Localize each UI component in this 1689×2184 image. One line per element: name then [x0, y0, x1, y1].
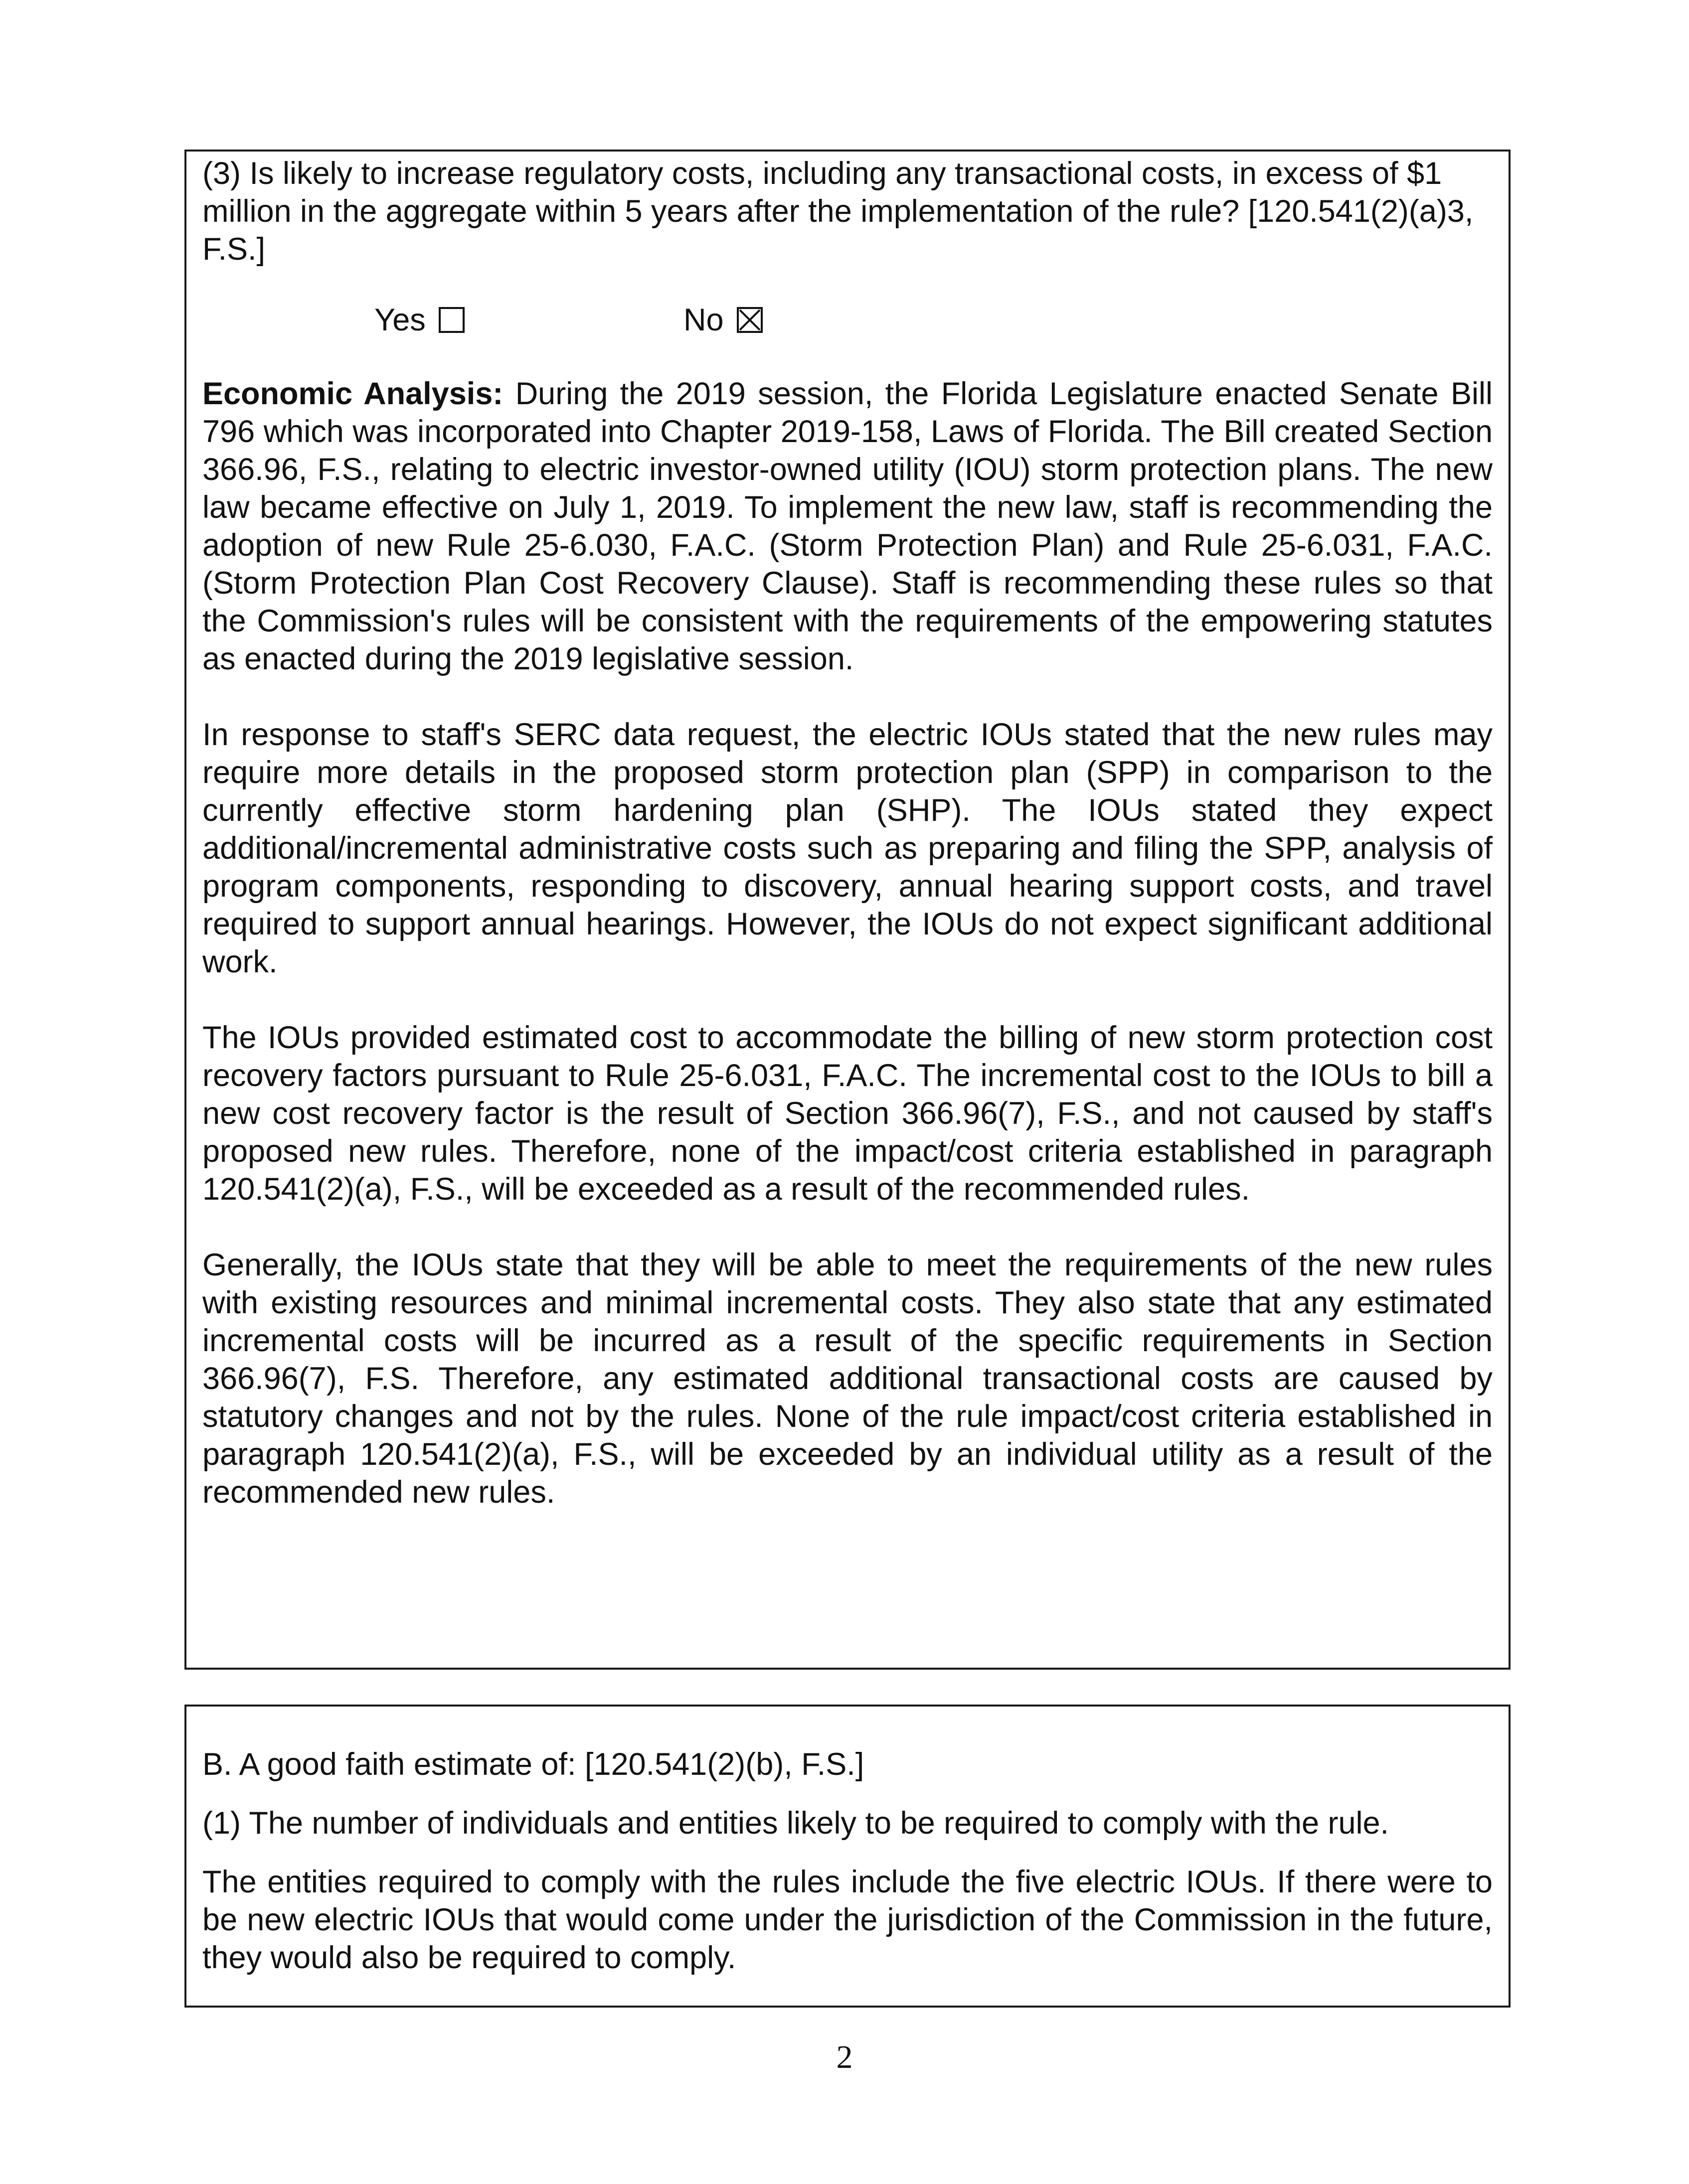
section-a-box [184, 150, 1511, 1670]
section-b-item-1: (1) The number of individuals and entities likely to be required to comply with the rule. [202, 1806, 1389, 1841]
economic-analysis-label: Economic Analysis: [202, 376, 504, 411]
section-b-box [184, 1705, 1511, 2008]
yes-no-options [202, 288, 1493, 344]
economic-analysis-text: During the 2019 session, the Florida Legislature enacted Senate Bill 796 which was incorporated into Chapter 2019-158, Laws of Florida. The Bill created Section 366.96, F.S., relating to electric investor-owned utility (IOU) storm protection plans. The new law became effective on July 1, 2019. To implement the new law, staff is recommending the adoption of new Rule 25-6.030, F.A.C. (Storm Protection Plan) and Rule 25-6.031, F.A.C. (Storm Protection Plan Cost Recovery Clause). Staff is recommending these rules so that the Commission's rules will be consistent with the requirements of the empowering statutes as enacted during the 2019 legislative session. [202, 376, 1493, 676]
question-3: (3) Is likely to increase regulatory costs, including any transactional costs, in excess of $1 million in the aggregate within 5 years after the implementation of the rule? [120.541(2)(a)3, F.S.] [202, 156, 1474, 267]
yes-label: Yes [374, 303, 426, 337]
yes-option[interactable] [374, 302, 465, 338]
yes-checkbox[interactable] [439, 307, 465, 333]
conclusion-paragraph: Generally, the IOUs state that they will be able to meet the requirements of the new rules with existing resources and minimal incremental costs. They also state that any estimated incremental costs will be incurred as a result of the specific requirements in Section 366.96(7), F.S. Therefore, any estimated additional transactional costs are caused by statutory changes and not by the rules. None of the rule impact/cost criteria established in paragraph 120.541(2)(a), F.S., will be exceeded by an individual utility as a result of the recommended new rules. [202, 1248, 1493, 1510]
no-checkbox[interactable] [737, 307, 763, 333]
checked-x-icon [739, 309, 761, 331]
section-b-heading: B. A good faith estimate of: [120.541(2)(b), F.S.] [202, 1747, 864, 1782]
cost-recovery-paragraph: The IOUs provided estimated cost to accommodate the billing of new storm protection cost recovery factors pursuant to Rule 25-6.031, F.A.C. The incremental cost to the IOUs to bill a new cost recovery factor is the result of Section 366.96(7), F.S., and not caused by staff's proposed new rules. Therefore, none of the impact/cost criteria established in paragraph 120.541(2)(a), F.S., will be exceeded as a result of the recommended rules. [202, 1020, 1493, 1207]
data-request-paragraph: In response to staff's SERC data request, the electric IOUs stated that the new rules may require more details in the proposed storm protection plan (SPP) in comparison to the currently effective storm hardening plan (SHP). The IOUs stated they expect additional/incremental administrative costs such as preparing and filing the SPP, analysis of program components, responding to discovery, annual hearing support costs, and travel required to support annual hearings. However, the IOUs do not expect significant additional work. [202, 717, 1493, 979]
no-label: No [683, 303, 724, 337]
section-b-answer-1: The entities required to comply with the rules include the five electric IOUs. If there were to be new electric IOUs that would come under the jurisdiction of the Commission in the future, they would also be required to comply. [202, 1865, 1493, 1975]
economic-analysis-paragraph [202, 375, 1493, 678]
page-number: 2 [836, 2039, 853, 2075]
no-option[interactable] [683, 302, 763, 338]
